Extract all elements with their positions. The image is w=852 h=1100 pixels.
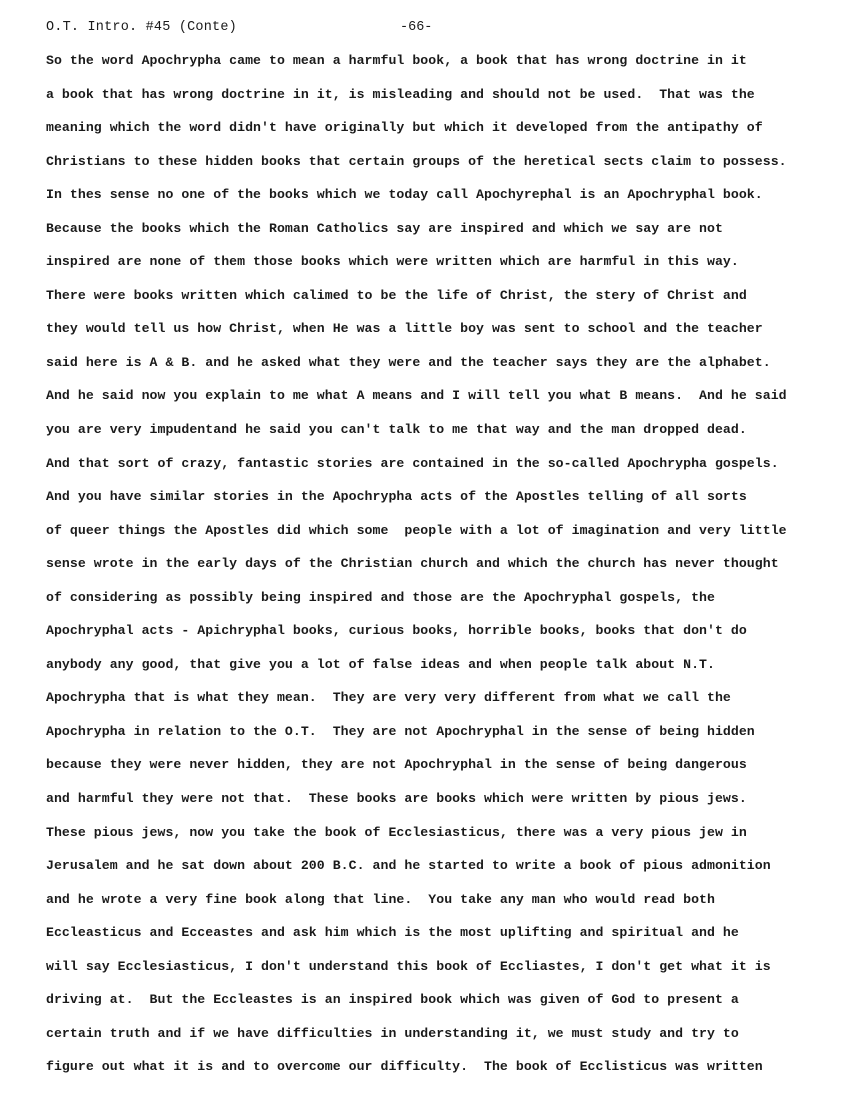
text-line: they would tell us how Christ, when He was a little boy was sent to school and the teacher	[46, 321, 763, 337]
text-line: certain truth and if we have difficulties in understanding it, we must study and try to	[46, 1025, 739, 1041]
text-line: of queer things the Apostles did which some people with a lot of imagination and very little	[46, 522, 787, 538]
text-line: And he said now you explain to me what A means and I will tell you what B means. And he said	[46, 388, 787, 404]
text-line: meaning which the word didn't have originally but which it developed from the antipathy of	[46, 120, 763, 136]
text-line: and he wrote a very fine book along that line. You take any man who would read both	[46, 891, 715, 907]
text-line: driving at. But the Eccleastes is an inspired book which was given of God to present a	[46, 992, 739, 1008]
text-line: Because the books which the Roman Catholics say are inspired and which we say are not	[46, 220, 723, 236]
text-line: Christians to these hidden books that certain groups of the heretical sects claim to possess.	[46, 153, 787, 169]
text-line: you are very impudentand he said you can't talk to me that way and the man dropped dead.	[46, 422, 747, 438]
text-line: And that sort of crazy, fantastic stories are contained in the so-called Apochrypha gospels.	[46, 455, 779, 471]
text-line: and harmful they were not that. These books are books which were written by pious jews.	[46, 791, 747, 807]
text-line: sense wrote in the early days of the Christian church and which the church has never thought	[46, 556, 779, 572]
text-line: of considering as possibly being inspired and those are the Apochryphal gospels, the	[46, 589, 715, 605]
text-line: Jerusalem and he sat down about 200 B.C. and he started to write a book of pious admonition	[46, 858, 771, 874]
text-line: And you have similar stories in the Apochrypha acts of the Apostles telling of all sorts	[46, 489, 747, 505]
page-header-title: O.T. Intro. #45 (Conte)	[46, 20, 237, 35]
text-line: There were books written which calimed to be the life of Christ, the stery of Christ and	[46, 287, 747, 303]
text-line: a book that has wrong doctrine in it, is misleading and should not be used. That was the	[46, 86, 755, 102]
text-line: Apochryphal acts - Apichryphal books, curious books, horrible books, books that don't do	[46, 623, 747, 639]
text-line: Apochrypha in relation to the O.T. They are not Apochryphal in the sense of being hidden	[46, 723, 755, 739]
text-line: In thes sense no one of the books which we today call Apochyrephal is an Apochryphal book.	[46, 187, 763, 203]
text-line: These pious jews, now you take the book of Ecclesiasticus, there was a very pious jew in	[46, 824, 747, 840]
text-line: said here is A & B. and he asked what they were and the teacher says they are the alphabet.	[46, 354, 771, 370]
text-line: Apochrypha that is what they mean. They are very very different from what we call the	[46, 690, 731, 706]
body-text	[46, 51, 846, 1091]
text-line: anybody any good, that give you a lot of false ideas and when people talk about N.T.	[46, 656, 715, 672]
page-number: -66-	[400, 20, 433, 35]
text-line: Eccleasticus and Ecceastes and ask him which is the most uplifting and spiritual and he	[46, 925, 739, 941]
text-line: because they were never hidden, they are not Apochryphal in the sense of being dangerous	[46, 757, 747, 773]
text-line: figure out what it is and to overcome our difficulty. The book of Ecclisticus was written	[46, 1059, 763, 1075]
text-line: will say Ecclesiasticus, I don't understand this book of Eccliastes, I don't get what it is	[46, 958, 771, 974]
text-line: So the word Apochrypha came to mean a harmful book, a book that has wrong doctrine in it	[46, 53, 747, 68]
text-line: inspired are none of them those books which were written which are harmful in this way.	[46, 254, 739, 270]
